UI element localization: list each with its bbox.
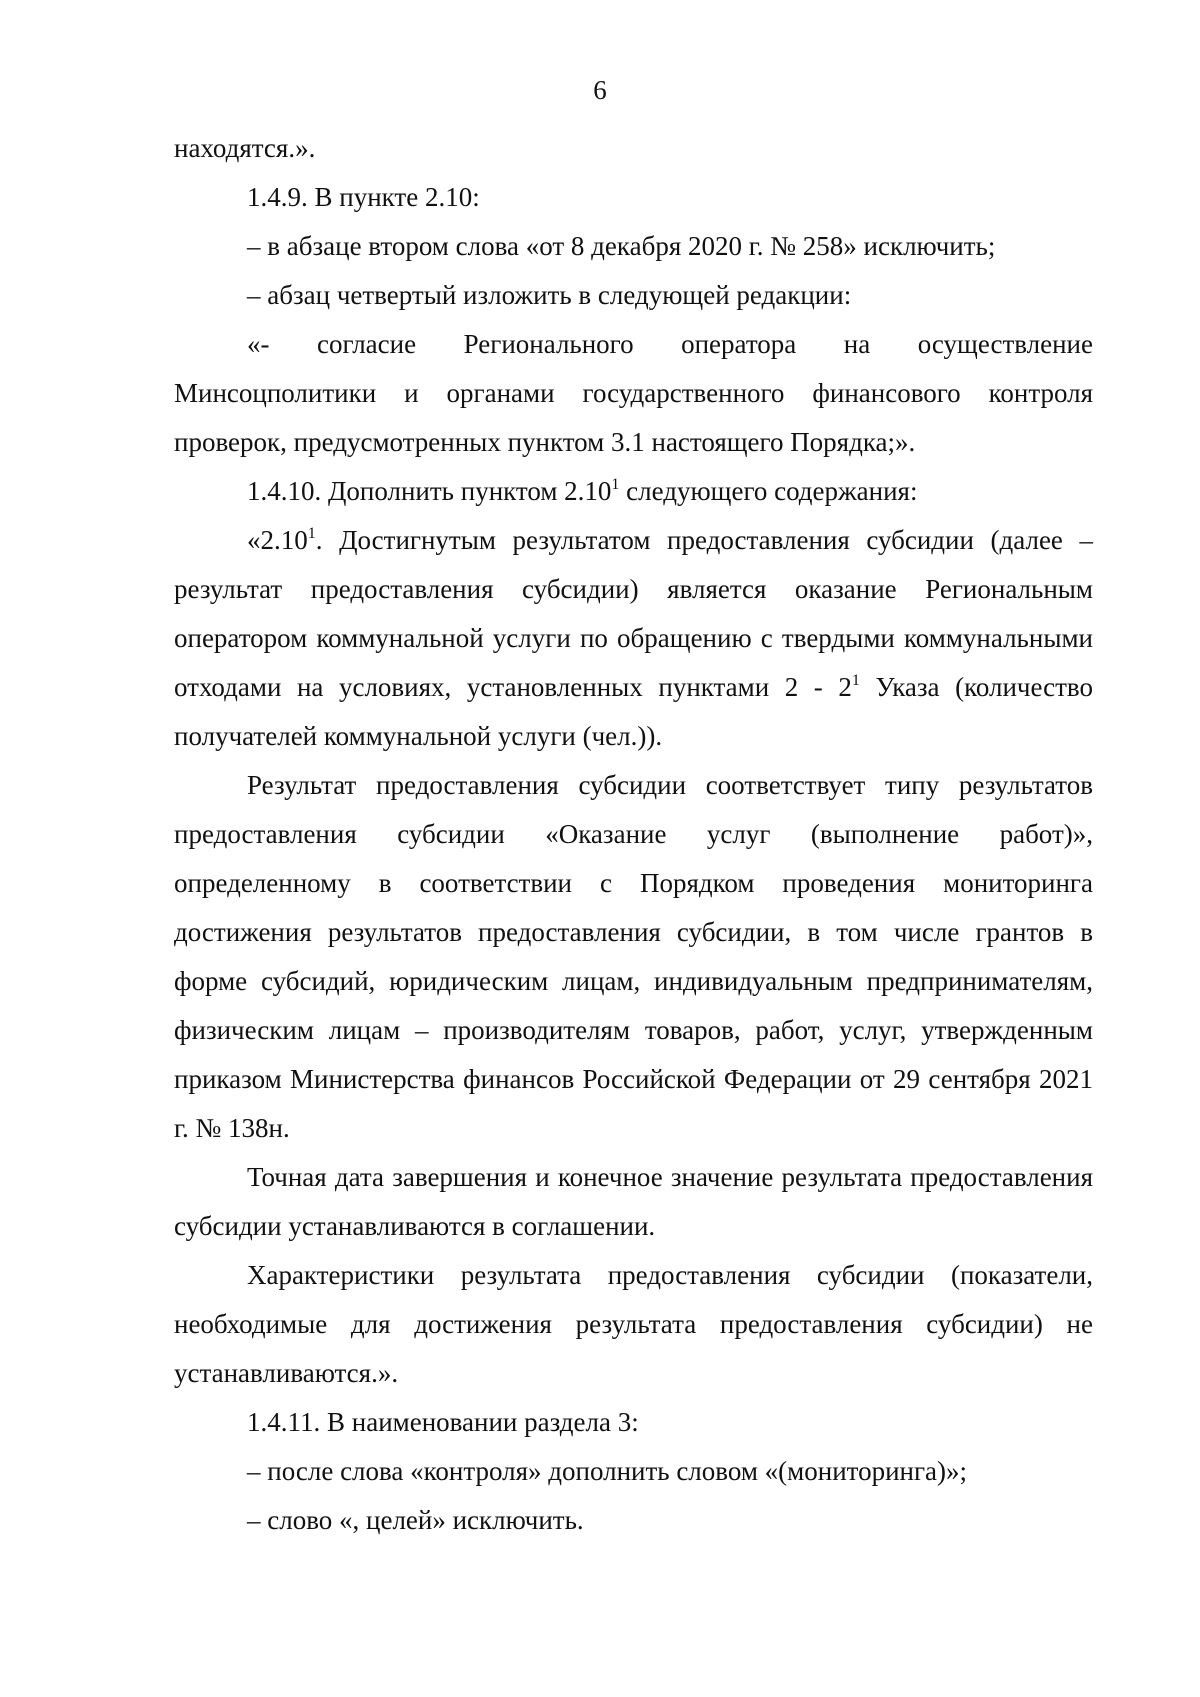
paragraph-9: Точная дата завершения и конечное значение результата предоставления субсидии устанавливаются в соглашении. <box>174 1162 1093 1241</box>
paragraph-7-superscript-2: 1 <box>851 672 860 689</box>
paragraph-13: – слово «, целей» исключить. <box>247 1505 584 1535</box>
paragraph-8: Результат предоставления субсидии соответствует типу результатов предоставления субсидии «Оказание услуг (выполнение работ)», определенному в соответствии с Порядком проведения мониторинга достижения результатов предоставления субсидии, в том числе грантов в форме субсидий, юридическим лицам, индивидуальным предпринимателям, физическим лицам – производителям товаров, работ, услуг, утвержденным приказом Министерства финансов Российской Федерации от 29 сентября 2021 г. № 138н. <box>174 770 1093 1143</box>
paragraph-4: – абзац четвертый изложить в следующей редакции: <box>247 280 852 310</box>
paragraph-10: Характеристики результата предоставления субсидии (показатели, необходимые для достижения результата предоставления субсидии) не устанавливаются.». <box>174 1260 1093 1388</box>
document-body <box>174 124 1093 1545</box>
paragraph-2: 1.4.9. В пункте 2.10: <box>247 182 480 212</box>
paragraph-6-superscript: 1 <box>611 476 620 493</box>
paragraph-5: «- согласие Регионального оператора на осуществление Минсоцполитики и органами государственного финансового контроля проверок, предусмотренных пунктом 3.1 настоящего Порядка;». <box>174 329 1093 457</box>
paragraph-6 <box>174 467 1093 516</box>
paragraph-6-before: 1.4.10. Дополнить пунктом 2.10 <box>247 476 612 506</box>
paragraph-7-after: Указа (количество получателей коммунальной услуги (чел.)). <box>174 672 1093 751</box>
paragraph-1: находятся.». <box>174 133 316 163</box>
paragraph-7-middle: . Достигнутым результатом предоставления субсидии (далее – результат предоставления субсидии) является оказание Региональным оператором коммунальной услуги по обращению с твердыми коммунальными отходами на условиях, установленных пунктами 2 - 2 <box>174 525 1093 702</box>
paragraph-6-after: следующего содержания: <box>619 476 918 506</box>
paragraph-3: – в абзаце втором слова «от 8 декабря 2020 г. № 258» исключить; <box>247 231 996 261</box>
paragraph-7-before: «2.10 <box>247 525 308 555</box>
page-number: 6 <box>593 75 607 105</box>
paragraph-12: – после слова «контроля» дополнить словом «(мониторинга)»; <box>247 1456 968 1486</box>
paragraph-7 <box>174 516 1093 761</box>
paragraph-11: 1.4.11. В наименовании раздела 3: <box>247 1407 639 1437</box>
paragraph-7-superscript-1: 1 <box>307 525 316 542</box>
